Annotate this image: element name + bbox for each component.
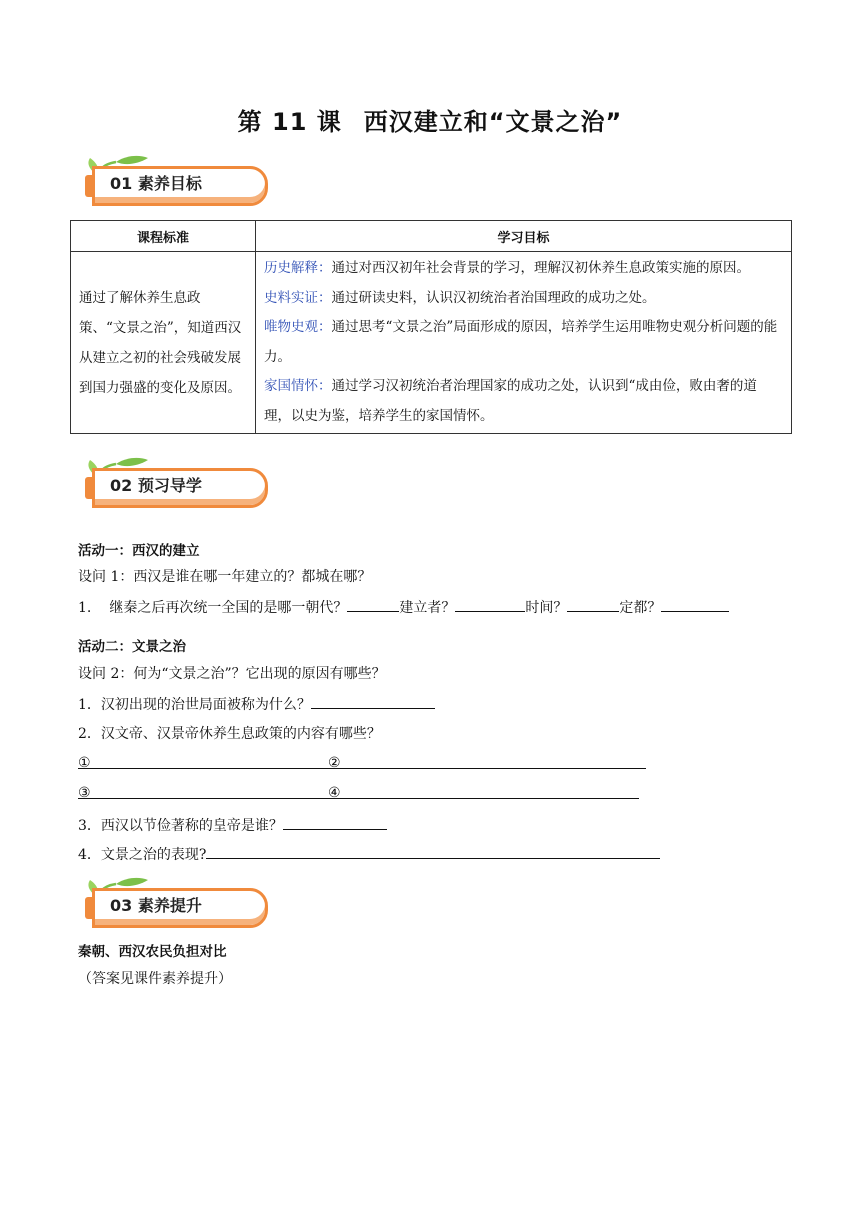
section-badge-preview — [70, 452, 270, 512]
header-goals: 学习目标 — [256, 221, 792, 252]
goal-text: 通过学习汉初统治者治理国家的成功之处，认识到“成由俭，败由奢的道理，以史为鉴，培养学生的家国情怀。 — [264, 378, 757, 424]
section3-note: （答案见课件素养提升） — [78, 971, 232, 987]
question-text: 1．汉初出现的治世局面被称为什么？ — [78, 697, 311, 713]
goal-item — [264, 372, 783, 431]
goal-text: 通过研读史料，认识汉初统治者治国理政的成功之处。 — [331, 289, 656, 306]
goal-label: 史料实证： — [264, 289, 332, 306]
activity1-title: 活动一：西汉的建立 — [78, 543, 200, 559]
header-standard: 课程标准 — [71, 221, 256, 252]
activity2-title: 活动二：文景之治 — [78, 639, 186, 655]
question-time: 时间？ — [525, 600, 568, 616]
item-number: 1. — [78, 600, 92, 616]
lesson-number: 第 11 课 — [237, 108, 342, 136]
answer-blank[interactable] — [311, 694, 435, 709]
question-text: 4．文景之治的表现? — [78, 847, 207, 863]
learning-goals — [256, 252, 792, 434]
activity1-question: 设问 1：西汉是谁在哪一年建立的？都城在哪？ — [78, 569, 372, 585]
goal-item — [264, 313, 783, 372]
table-row — [71, 252, 792, 434]
answer-blank-founder[interactable] — [455, 597, 525, 612]
section-badge-improve — [70, 872, 270, 932]
table-header-row — [71, 221, 792, 252]
activity2-q3 — [78, 815, 387, 836]
goal-label: 家国情怀： — [264, 378, 332, 394]
activity1-item1 — [78, 597, 729, 618]
activity2-question: 设问 2：何为“文景之治”？它出现的原因有哪些？ — [78, 666, 386, 682]
answer-line-3-4[interactable] — [78, 798, 639, 799]
marker-3: ③ — [78, 785, 91, 801]
activity2-q1 — [78, 694, 435, 715]
lesson-name: 西汉建立和“文景之治” — [363, 108, 623, 136]
section-title: 01 素养目标 — [110, 174, 202, 193]
answer-blank-dynasty[interactable] — [347, 597, 399, 612]
page-title — [0, 102, 860, 137]
question-text: 3．西汉以节俭著称的皇帝是谁？ — [78, 818, 283, 834]
answer-line-1-2[interactable] — [78, 768, 646, 769]
activity2-q4 — [78, 844, 660, 865]
goal-text: 通过对西汉初年社会背景的学习，理解汉初休养生息政策实施的原因。 — [331, 260, 750, 276]
goals-table — [70, 220, 792, 434]
section-badge-goals — [70, 150, 270, 210]
question-capital: 定都？ — [619, 600, 662, 616]
goal-text: 通过思考“文景之治”局面形成的原因，培养学生运用唯物史观分析问题的能力。 — [264, 319, 778, 365]
marker-2: ② — [328, 755, 341, 771]
course-standard: 通过了解休养生息政策、“文景之治”，知道西汉从建立之初的社会残破发展到国力强盛的变化及原因。 — [71, 252, 256, 434]
section3-title: 秦朝、西汉农民负担对比 — [78, 944, 227, 960]
question-founder: 建立者？ — [399, 600, 456, 616]
activity2-q2: 2．汉文帝、汉景帝休养生息政策的内容有哪些？ — [78, 726, 381, 742]
answer-blank-capital[interactable] — [661, 597, 729, 612]
goal-item — [264, 254, 783, 284]
section-title: 02 预习导学 — [110, 476, 202, 495]
goal-label: 历史解释： — [264, 260, 332, 276]
marker-1: ① — [78, 755, 91, 771]
section-title: 03 素养提升 — [110, 896, 202, 915]
question-dynasty: 继秦之后再次统一全国的是哪一朝代？ — [109, 600, 348, 616]
goal-label: 唯物史观： — [264, 319, 332, 335]
answer-blank[interactable] — [283, 815, 387, 830]
marker-4: ④ — [328, 785, 341, 801]
goal-item — [264, 284, 783, 314]
answer-blank-time[interactable] — [567, 597, 619, 612]
answer-blank[interactable] — [206, 844, 660, 859]
